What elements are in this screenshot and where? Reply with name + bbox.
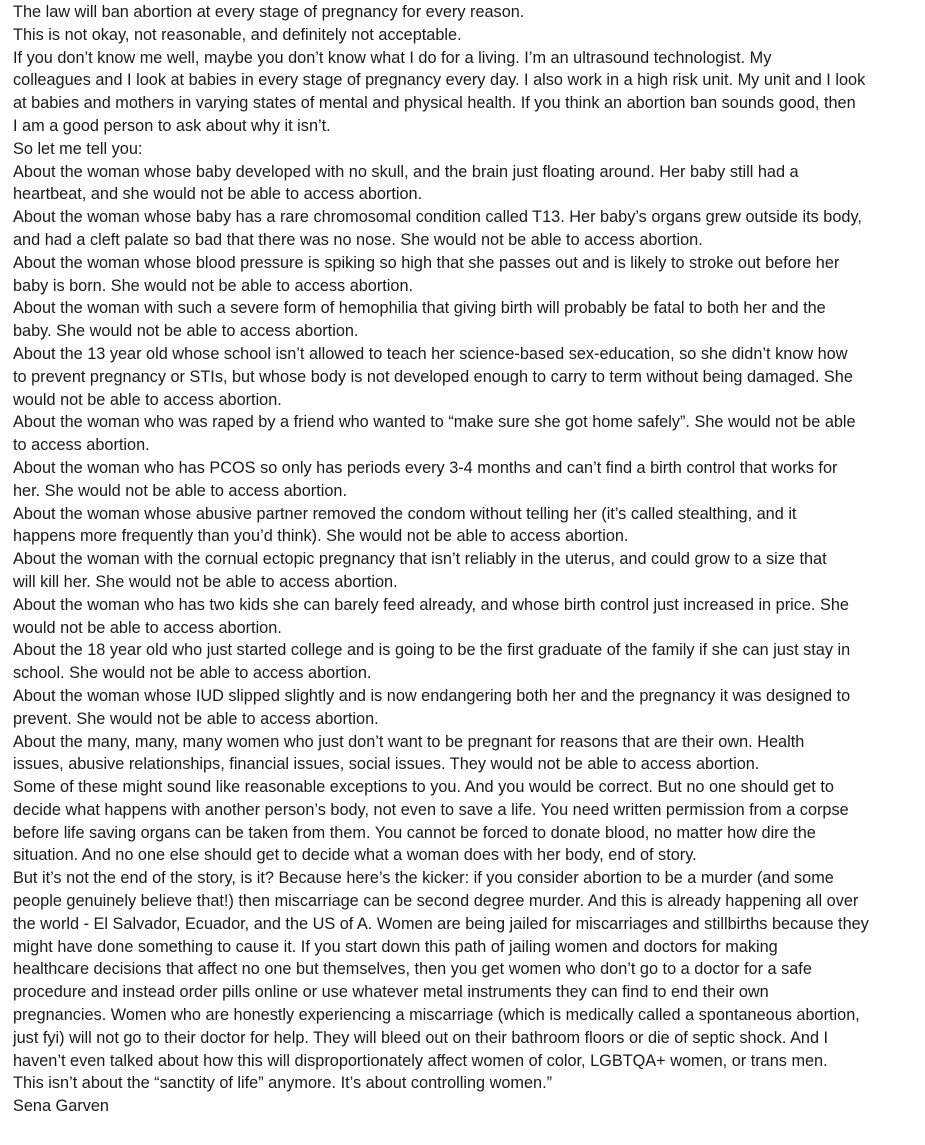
text-paragraph bbox=[13, 206, 918, 252]
text-line: to access abortion. bbox=[13, 436, 150, 455]
text-line: So let me tell you: bbox=[13, 139, 143, 158]
text-line: The law will ban abortion at every stage of pregnancy for every reason. bbox=[13, 3, 525, 21]
author-signature: Sena Garven bbox=[13, 1097, 109, 1116]
text-line: prevent. She would not be able to access abortion. bbox=[13, 709, 379, 728]
text-line: About the woman whose blood pressure is spiking so high that she passes out and is likely to stroke out before her bbox=[13, 253, 840, 272]
text-paragraph bbox=[13, 457, 918, 503]
text-paragraph bbox=[13, 548, 918, 594]
text-line: issues, abusive relationships, financial issues, social issues. They would not be able to access abortion. bbox=[13, 755, 760, 774]
text-paragraph bbox=[13, 411, 918, 457]
text-line: procedure and instead order pills online or use whatever metal instruments they can find to end their own bbox=[13, 983, 769, 1002]
text-line: situation. And no one else should get to decide what a woman does with her body, end of story. bbox=[13, 846, 697, 865]
text-line: might have done something to cause it. If you start down this path of jailing women and doctors for making bbox=[13, 937, 778, 956]
text-line: About the woman who was raped by a friend who wanted to “make sure she got home safely”. She would not be able bbox=[13, 413, 856, 432]
text-line: colleagues and I look at babies in every stage of pregnancy every day. I also work in a high risk unit. My unit and I look bbox=[13, 71, 866, 90]
text-line: This is not okay, not reasonable, and definitely not acceptable. bbox=[13, 25, 462, 44]
text-line: just fyi) will not go to their doctor for help. They will bleed out on their bathroom floors or die of septic shock. And I bbox=[13, 1028, 829, 1047]
text-paragraph bbox=[13, 161, 918, 207]
text-line: This isn’t about the “sanctity of life” anymore. It’s about controlling women.” bbox=[13, 1074, 553, 1093]
text-paragraph bbox=[13, 24, 918, 47]
text-line: I am a good person to ask about why it isn’t. bbox=[13, 116, 331, 135]
text-paragraph bbox=[13, 252, 918, 298]
text-line: would not be able to access abortion. bbox=[13, 390, 282, 409]
text-line: pregnancies. Women who are honestly experiencing a miscarriage (which is medically called a spontaneous abortion, bbox=[13, 1006, 860, 1025]
text-line: baby is born. She would not be able to access abortion. bbox=[13, 276, 414, 295]
text-line: heartbeat, and she would not be able to access abortion. bbox=[13, 185, 423, 204]
text-line: before life saving organs can be taken from them. You cannot be forced to donate blood, no matter how dire the bbox=[13, 823, 816, 842]
text-paragraph bbox=[13, 639, 918, 685]
text-line: About the 13 year old whose school isn’t allowed to teach her science-based sex-education, so she didn’t know how bbox=[13, 344, 848, 363]
text-line: people genuinely believe that!) then miscarriage can be second degree murder. And this is already happening all over bbox=[13, 892, 859, 911]
text-line: decide what happens with another person’s body, not even to save a life. You need written permission from a corpse bbox=[13, 800, 849, 819]
signature-paragraph bbox=[13, 1095, 918, 1118]
text-paragraph bbox=[13, 867, 918, 1095]
text-line: the world - El Salvador, Ecuador, and the US of A. Women are being jailed for miscarriages and stillbirths because they bbox=[13, 914, 869, 933]
text-line: school. She would not be able to access abortion. bbox=[13, 664, 372, 683]
text-line: baby. She would not be able to access abortion. bbox=[13, 322, 359, 341]
text-paragraph bbox=[13, 685, 918, 731]
text-line: If you don’t know me well, maybe you don’t know what I do for a living. I’m an ultrasound technologist. My bbox=[13, 48, 772, 67]
text-line: About the woman who has two kids she can barely feed already, and whose birth control just increased in price. She bbox=[13, 595, 849, 614]
text-paragraph bbox=[13, 776, 918, 867]
text-paragraph bbox=[13, 503, 918, 549]
text-paragraph bbox=[13, 138, 918, 161]
text-line: Some of these might sound like reasonable exceptions to you. And you would be correct. But no one should get to bbox=[13, 778, 834, 797]
text-line: About the woman whose baby has a rare chromosomal condition called T13. Her baby’s organs grew outside its body, bbox=[13, 208, 862, 227]
text-line: and had a cleft palate so bad that there was no nose. She would not be able to access abortion. bbox=[13, 230, 703, 249]
text-paragraph bbox=[13, 594, 918, 640]
text-line: at babies and mothers in varying states of mental and physical health. If you think an abortion ban sounds good, then bbox=[13, 94, 856, 113]
text-line: would not be able to access abortion. bbox=[13, 618, 282, 637]
text-line: About the woman with the cornual ectopic pregnancy that isn’t reliably in the uterus, and could grow to a size that bbox=[13, 550, 827, 569]
text-line: happens more frequently than you’d think). She would not be able to access abortion. bbox=[13, 527, 629, 546]
text-paragraph bbox=[13, 1, 918, 24]
text-line: will kill her. She would not be able to access abortion. bbox=[13, 572, 398, 591]
text-line: her. She would not be able to access abortion. bbox=[13, 481, 347, 500]
text-line: About the woman with such a severe form of hemophilia that giving birth will probably be fatal to both her and the bbox=[13, 299, 826, 318]
text-line: About the woman whose baby developed with no skull, and the brain just floating around. Her baby still had a bbox=[13, 162, 799, 181]
text-line: About the many, many, many women who just don’t want to be pregnant for reasons that are their own. Health bbox=[13, 732, 805, 751]
text-line: About the woman whose IUD slipped slightly and is now endangering both her and the pregnancy it was designed to bbox=[13, 686, 851, 705]
text-line: About the 18 year old who just started college and is going to be the first graduate of the family if she can just stay in bbox=[13, 641, 851, 660]
text-line: healthcare decisions that affect no one but themselves, then you get women who don’t go to a doctor for a safe bbox=[13, 960, 812, 979]
text-line: haven’t even talked about how this will disproportionately affect women of color, LGBTQA+ women, or trans men. bbox=[13, 1051, 828, 1070]
text-paragraph bbox=[13, 297, 918, 343]
text-paragraph bbox=[13, 47, 918, 138]
text-line: But it’s not the end of the story, is it? Because here’s the kicker: if you consider abortion to be a murder (and some bbox=[13, 869, 834, 888]
text-line: About the woman who has PCOS so only has periods every 3-4 months and can’t find a birth control that works for bbox=[13, 458, 838, 477]
text-line: About the woman whose abusive partner removed the condom without telling her (it’s called stealthing, and it bbox=[13, 504, 797, 523]
text-paragraph bbox=[13, 343, 918, 411]
text-paragraph bbox=[13, 731, 918, 777]
text-line: to prevent pregnancy or STIs, but whose body is not developed enough to carry to term without being damaged. She bbox=[13, 367, 853, 386]
